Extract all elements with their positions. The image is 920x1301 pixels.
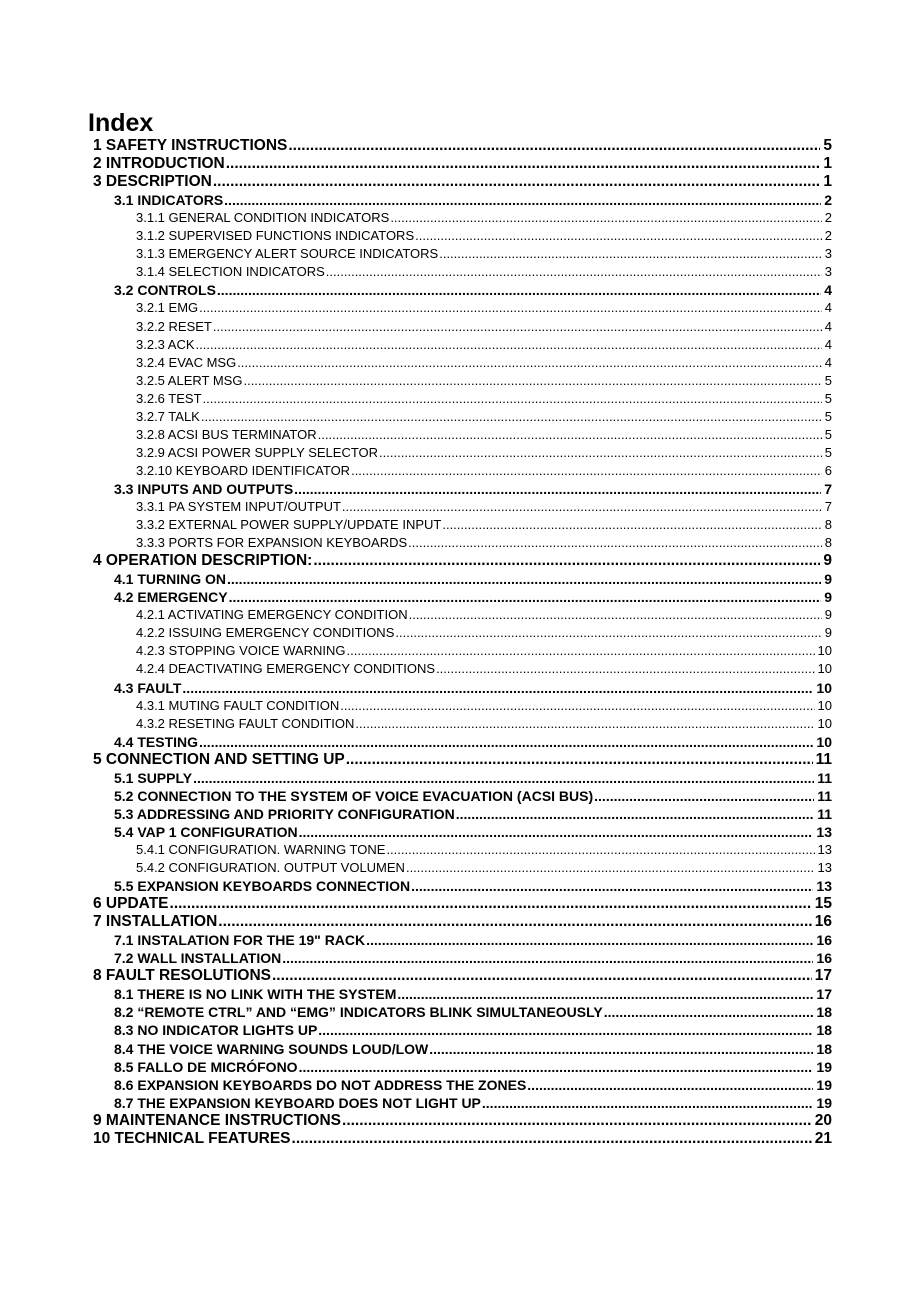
toc-entry-page-number: 13 [817,841,832,857]
toc-entry-page-number: 5 [824,408,832,424]
toc-entry[interactable] [114,787,832,805]
toc-entry-label: 4.1 TURNING ON [114,571,227,588]
toc-dot-leader [226,155,821,173]
toc-entry-label: 3.1.2 SUPERVISED FUNCTIONS INDICATORS [136,228,415,244]
toc-dot-leader [411,877,813,895]
toc-entry-label: 5.5 EXPANSION KEYBOARDS CONNECTION [114,878,411,895]
toc-entry[interactable] [136,390,832,408]
toc-dot-leader [340,697,814,715]
toc-entry-label: 2 INTRODUCTION [93,155,225,173]
toc-entry-label: 8.3 NO INDICATOR LIGHTS UP [114,1022,318,1039]
toc-dot-leader [355,715,814,733]
toc-entry-page-number: 18 [816,1004,832,1021]
toc-entry-label: 4.2.4 DEACTIVATING EMERGENCY CONDITIONS [136,661,436,677]
toc-entry-page-number: 8 [824,517,832,533]
toc-entry-label: 3.2.10 KEYBOARD IDENTIFICATOR [136,462,351,478]
toc-entry[interactable] [114,733,832,751]
toc-entry-page-number: 4 [824,354,832,370]
toc-entry[interactable] [136,336,832,354]
toc-entry-label: 8 FAULT RESOLUTIONS [93,967,271,985]
toc-entry-page-number: 11 [817,769,832,786]
toc-entry[interactable] [93,155,832,173]
toc-entry-label: 3.3.1 PA SYSTEM INPUT/OUTPUT [136,499,341,514]
toc-entry-page-number: 16 [816,932,832,949]
toc-entry-page-number: 3 [824,246,832,262]
toc-entry-page-number: 4 [824,318,832,334]
toc-entry[interactable] [136,299,832,317]
toc-entry-label: 4.3.2 RESETING FAULT CONDITION [136,715,355,731]
toc-dot-leader [439,245,822,263]
toc-dot-leader [213,318,822,336]
toc-dot-leader [217,281,821,299]
toc-dot-leader [299,1058,814,1076]
toc-dot-leader [379,444,822,462]
toc-entry[interactable] [114,877,832,895]
toc-entry-label: 6 UPDATE [93,895,169,913]
toc-dot-leader [243,372,821,390]
toc-entry-label: 7 INSTALLATION [93,913,218,931]
toc-entry-label: 4.2.3 STOPPING VOICE WARNING [136,643,346,659]
toc-entry-page-number: 1 [823,155,832,173]
toc-entry[interactable] [136,444,832,462]
toc-entry-page-number: 10 [817,661,832,677]
toc-entry-page-number: 10 [817,643,832,659]
toc-entry-page-number: 16 [816,950,832,967]
toc-entry-label: 5.4 VAP 1 CONFIGURATION [114,823,298,840]
toc-dot-leader [366,931,813,949]
toc-entry[interactable] [114,570,832,588]
toc-entry[interactable] [136,715,832,733]
toc-entry-label: 3.2.9 ACSI POWER SUPPLY SELECTOR [136,444,379,460]
toc-dot-leader [170,895,812,913]
toc-entry-page-number: 3 [824,264,832,280]
toc-entry-label: 5 CONNECTION AND SETTING UP [93,750,345,768]
toc-entry[interactable] [136,534,832,552]
toc-dot-leader [456,805,814,823]
toc-entry[interactable] [114,805,832,823]
toc-entry-page-number: 1 [823,173,832,191]
toc-entry-page-number: 2 [824,210,832,226]
toc-entry-page-number: 2 [824,228,832,244]
toc-entry[interactable] [136,606,832,624]
toc-entry-label: 5.2 CONNECTION TO THE SYSTEM OF VOICE EVACUATION (ACSI BUS) [114,787,594,804]
toc-entry-label: 3.2.6 TEST [136,390,202,406]
toc-dot-leader [604,1003,814,1021]
toc-entry[interactable] [136,227,832,245]
toc-entry-page-number: 9 [824,571,832,588]
toc-entry-page-number: 9 [824,589,832,606]
toc-entry-label: 3.3 INPUTS AND OUTPUTS [114,480,294,497]
toc-entry[interactable] [136,263,832,281]
toc-entry[interactable] [136,354,832,372]
toc-entry-page-number: 20 [814,1111,832,1129]
toc-entry[interactable] [136,642,832,660]
toc-entry[interactable] [136,408,832,426]
toc-entry[interactable] [136,209,832,227]
toc-entry-label: 3.2.4 EVAC MSG [136,354,237,370]
toc-entry[interactable] [93,1112,832,1130]
toc-entry-page-number: 10 [816,733,832,750]
toc-entry[interactable] [114,679,832,697]
toc-entry[interactable] [114,1058,832,1076]
toc-dot-leader [193,769,814,787]
toc-dot-leader [237,354,822,372]
toc-entry[interactable] [93,137,832,155]
toc-dot-leader [318,1021,813,1039]
toc-entry[interactable] [136,372,832,390]
toc-dot-leader [318,426,822,444]
toc-entry-label: 3.2.1 EMG [136,300,199,316]
toc-dot-leader [282,949,813,967]
toc-dot-leader [409,606,822,624]
toc-dot-leader [199,299,822,317]
toc-dot-leader [229,588,822,606]
toc-entry[interactable] [114,1021,832,1039]
toc-dot-leader [199,733,813,751]
toc-entry-page-number: 5 [824,372,832,388]
toc-entry-label: 10 TECHNICAL FEATURES [93,1129,291,1147]
toc-entry[interactable] [114,191,832,209]
toc-dot-leader [397,985,813,1003]
toc-entry-page-number: 13 [816,823,832,840]
toc-entry-label: 4.3 FAULT [114,679,182,696]
toc-dot-leader [406,859,815,877]
toc-entry-label: 3.3.3 PORTS FOR EXPANSION KEYBOARDS [136,535,408,551]
toc-entry-label: 5.4.2 CONFIGURATION. OUTPUT VOLUMEN [136,860,405,875]
toc-entry[interactable] [136,624,832,642]
toc-entry-page-number: 19 [816,1058,832,1075]
toc-dot-leader [272,967,812,985]
toc-entry-label: 4.2 EMERGENCY [114,589,228,606]
toc-entry-page-number: 21 [814,1129,832,1147]
toc-entry-label: 5.1 SUPPLY [114,769,193,786]
toc-entry[interactable] [93,913,832,931]
toc-dot-leader [347,642,815,660]
toc-entry-page-number: 9 [824,625,832,641]
toc-entry[interactable] [93,751,832,769]
toc-dot-leader [351,462,822,480]
toc-entry-page-number: 10 [817,697,832,713]
toc-entry-label: 9 MAINTENANCE INSTRUCTIONS [93,1111,342,1129]
toc-dot-leader [527,1076,813,1094]
toc-dot-leader [218,913,811,931]
toc-entry-label: 3.2.8 ACSI BUS TERMINATOR [136,426,317,442]
index-title: Index [88,109,154,137]
toc-entry[interactable] [114,1040,832,1058]
toc-entry[interactable] [93,967,832,985]
toc-entry-page-number: 8 [824,535,832,551]
toc-dot-leader [442,516,821,534]
toc-dot-leader [436,660,814,678]
toc-entry-label: 8.5 FALLO DE MICRÓFONO [114,1058,298,1075]
toc-entry-label: 5.3 ADDRESSING AND PRIORITY CONFIGURATION [114,805,455,822]
toc-entry[interactable] [136,498,832,516]
toc-dot-leader [203,390,822,408]
toc-dot-leader [227,570,821,588]
toc-entry-page-number: 13 [816,878,832,895]
toc-entry[interactable] [136,426,832,444]
toc-entry-label: 7.1 INSTALATION FOR THE 19" RACK [114,932,366,949]
toc-entry[interactable] [93,1130,832,1148]
toc-entry-label: 4.2.2 ISSUING EMERGENCY CONDITIONS [136,625,395,641]
toc-entry[interactable] [114,1076,832,1094]
toc-dot-leader [313,552,820,570]
toc-dot-leader [294,480,821,498]
toc-entry-label: 3.3.2 EXTERNAL POWER SUPPLY/UPDATE INPUT [136,517,442,533]
toc-dot-leader [482,1094,814,1112]
toc-entry-page-number: 13 [817,860,832,875]
toc-dot-leader [196,336,822,354]
toc-entry-label: 8.7 THE EXPANSION KEYBOARD DOES NOT LIGHT UP [114,1094,481,1111]
toc-dot-leader [201,408,822,426]
toc-entry-label: 4.3.1 MUTING FAULT CONDITION [136,697,340,713]
toc-entry[interactable] [114,588,832,606]
toc-entry[interactable] [114,949,832,967]
toc-entry-page-number: 7 [824,480,832,497]
toc-entry[interactable] [114,1094,832,1112]
toc-entry-page-number: 5 [824,426,832,442]
toc-entry-label: 3.2.3 ACK [136,336,195,352]
toc-dot-leader [342,498,822,516]
toc-entry-page-number: 17 [814,967,832,985]
toc-entry-page-number: 17 [816,986,832,1003]
toc-entry[interactable] [93,173,832,191]
toc-entry-page-number: 19 [816,1094,832,1111]
toc-dot-leader [342,1112,812,1130]
toc-entry[interactable] [93,895,832,913]
toc-entry-page-number: 5 [824,390,832,406]
toc-entry-page-number: 11 [815,750,832,768]
toc-entry[interactable] [114,823,832,841]
toc-entry-page-number: 4 [824,300,832,316]
toc-entry-page-number: 11 [817,805,832,822]
toc-dot-leader [395,624,821,642]
toc-entry-page-number: 4 [824,336,832,352]
toc-entry[interactable] [136,462,832,480]
toc-dot-leader [594,787,814,805]
toc-entry[interactable] [114,931,832,949]
toc-entry-label: 3.2 CONTROLS [114,282,216,299]
toc-entry-page-number: 10 [817,715,832,731]
toc-entry-label: 8.4 THE VOICE WARNING SOUNDS LOUD/LOW [114,1040,429,1057]
toc-dot-leader [415,227,822,245]
toc-entry[interactable] [114,281,832,299]
toc-dot-leader [299,823,814,841]
toc-entry[interactable] [93,552,832,570]
toc-entry-label: 3.1.1 GENERAL CONDITION INDICATORS [136,210,390,226]
toc-entry-label: 8.2 “REMOTE CTRL” AND “EMG” INDICATORS BLINK SIMULTANEOUSLY [114,1004,603,1021]
toc-entry-page-number: 9 [823,552,832,570]
toc-entry-page-number: 6 [824,462,832,478]
toc-entry-label: 5.4.1 CONFIGURATION. WARNING TONE [136,841,386,857]
toc-dot-leader [429,1040,813,1058]
toc-entry[interactable] [136,841,832,859]
toc-entry[interactable] [136,859,832,877]
toc-dot-leader [288,137,820,155]
toc-dot-leader [292,1130,812,1148]
toc-entry[interactable] [114,480,832,498]
toc-entry-page-number: 18 [816,1022,832,1039]
toc-entry-page-number: 19 [816,1076,832,1093]
toc-dot-leader [326,263,822,281]
toc-entry[interactable] [114,1003,832,1021]
toc-entry-page-number: 2 [824,192,832,209]
toc-entry-label: 3.2.5 ALERT MSG [136,372,243,388]
toc-entry-page-number: 5 [824,444,832,460]
toc-entry[interactable] [136,660,832,678]
toc-entry-label: 4.4 TESTING [114,733,199,750]
toc-entry-page-number: 7 [824,499,832,514]
toc-entry-label: 8.6 EXPANSION KEYBOARDS DO NOT ADDRESS THE ZONES [114,1076,527,1093]
toc-entry[interactable] [114,769,832,787]
toc-entry-label: 8.1 THERE IS NO LINK WITH THE SYSTEM [114,986,397,1003]
toc-entry[interactable] [136,697,832,715]
toc-dot-leader [390,209,821,227]
toc-dot-leader [346,751,813,769]
toc-entry-page-number: 5 [823,137,832,154]
toc-entry-label: 3.1 INDICATORS [114,192,224,209]
toc-entry-page-number: 16 [814,913,832,931]
toc-dot-leader [386,841,814,859]
toc-dot-leader [213,173,821,191]
toc-entry-page-number: 9 [824,607,832,623]
toc-dot-leader [408,534,822,552]
toc-entry-page-number: 4 [824,282,832,299]
toc-entry-page-number: 11 [817,787,832,804]
toc-entry-label: 4 OPERATION DESCRIPTION: [93,552,313,570]
toc-entry-label: 3.2.2 RESET [136,318,212,334]
toc-dot-leader [182,679,813,697]
toc-entry-label: 3.1.3 EMERGENCY ALERT SOURCE INDICATORS [136,246,439,262]
toc-entry[interactable] [136,245,832,263]
toc-entry[interactable] [136,318,832,336]
toc-entry-label: 3.2.7 TALK [136,408,200,424]
toc-entry-page-number: 15 [814,895,832,913]
toc-entry-label: 1 SAFETY INSTRUCTIONS [93,137,288,154]
toc-dot-leader [224,191,821,209]
toc-entry-label: 3.1.4 SELECTION INDICATORS [136,264,325,280]
toc-entry[interactable] [136,516,832,534]
toc-entry-page-number: 18 [816,1040,832,1057]
toc-entry-label: 3 DESCRIPTION [93,173,212,191]
toc-entry-label: 7.2 WALL INSTALLATION [114,950,282,967]
toc-entry-page-number: 10 [816,679,832,696]
toc-entry[interactable] [114,985,832,1003]
toc-entry-label: 4.2.1 ACTIVATING EMERGENCY CONDITION [136,607,408,623]
